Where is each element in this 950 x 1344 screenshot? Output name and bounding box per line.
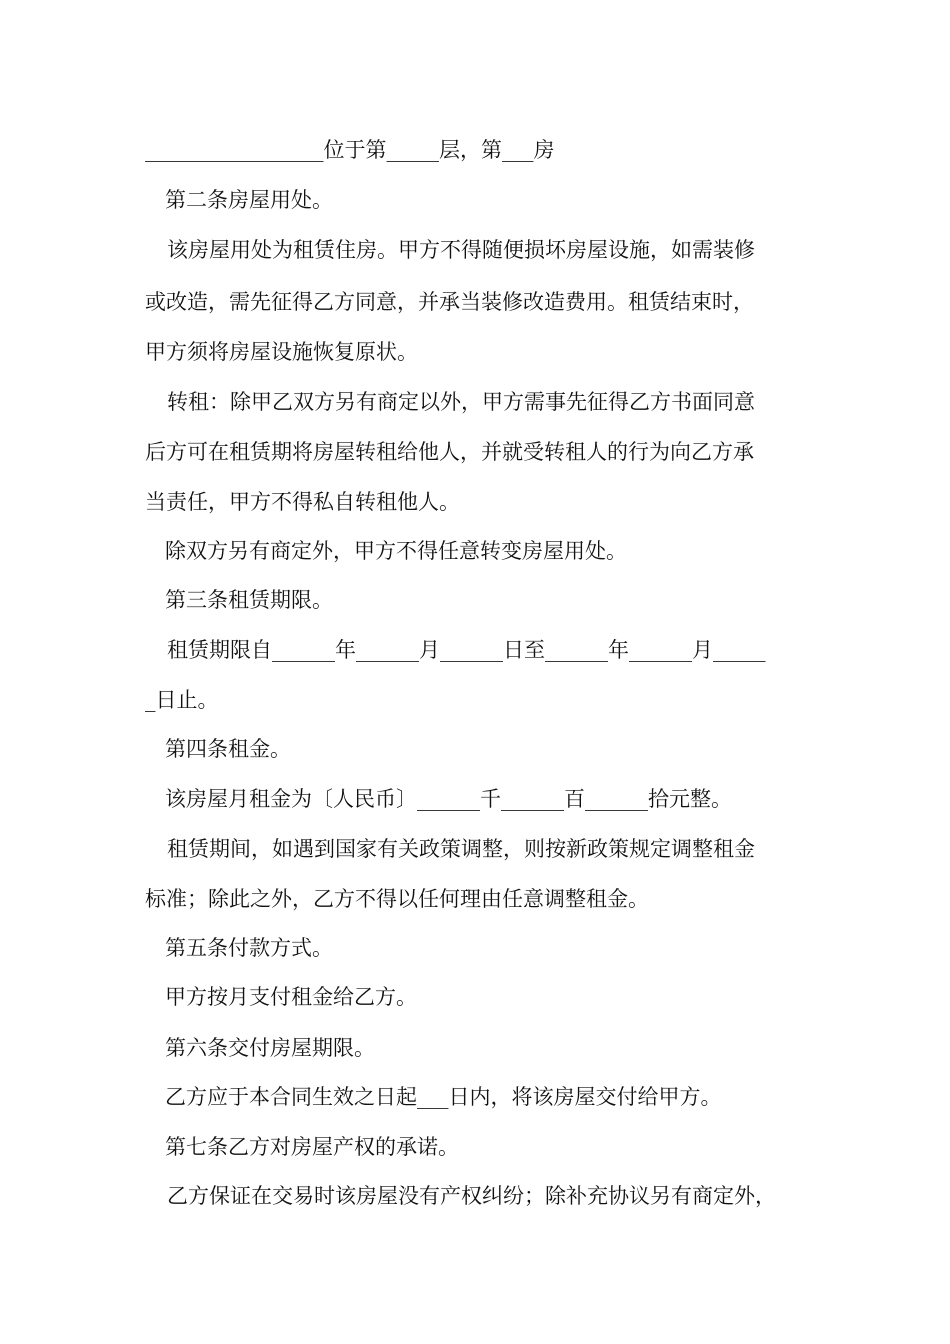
section-heading [0, 928, 950, 968]
section-heading [0, 180, 950, 220]
line-text: 第三条租赁期限。 [165, 588, 333, 612]
text-line [0, 977, 950, 1017]
line-text: _________________位于第_____层，第___房 [145, 138, 555, 162]
text-line [0, 879, 950, 919]
text-line [0, 130, 950, 170]
section-heading [0, 1028, 950, 1068]
line-text: 第四条租金。 [165, 737, 291, 761]
line-text: 乙方应于本合同生效之日起___日内，将该房屋交付给甲方。 [165, 1085, 722, 1109]
text-line [0, 230, 950, 270]
line-text: 当责任，甲方不得私自转租他人。 [145, 490, 460, 514]
section-heading [0, 729, 950, 769]
line-text: _日止。 [145, 688, 219, 712]
line-text: 标准；除此之外，乙方不得以任何理由任意调整租金。 [145, 887, 649, 911]
line-text: 后方可在租赁期将房屋转租给他人，并就受转租人的行为向乙方承 [145, 440, 754, 464]
line-text: 该房屋月租金为〔人民币〕______千______百______拾元整。 [165, 787, 732, 811]
text-line [0, 1077, 950, 1117]
line-text: 该房屋用处为租赁住房。甲方不得随便损坏房屋设施，如需装修 [167, 238, 755, 262]
line-text: 除双方另有商定外，甲方不得任意转变房屋用处。 [165, 539, 627, 563]
line-text: 租赁期间，如遇到国家有关政策调整，则按新政策规定调整租金 [167, 837, 755, 861]
text-line [0, 482, 950, 522]
line-text: 第六条交付房屋期限。 [165, 1036, 375, 1060]
section-heading [0, 1127, 950, 1167]
line-text: 甲方须将房屋设施恢复原状。 [145, 340, 418, 364]
line-text: 甲方按月支付租金给乙方。 [165, 985, 417, 1009]
line-text: 或改造，需先征得乙方同意，并承当装修改造费用。租赁结束时， [145, 290, 754, 314]
line-text: 第五条付款方式。 [165, 936, 333, 960]
text-line [0, 829, 950, 869]
line-text: 租赁期限自______年______月______日至______年______月_____ [167, 638, 766, 662]
line-text: 第二条房屋用处。 [165, 188, 333, 212]
text-line [0, 432, 950, 472]
line-text: 乙方保证在交易时该房屋没有产权纠纷；除补充协议另有商定外， [167, 1184, 776, 1208]
text-line [0, 531, 950, 571]
text-line [0, 282, 950, 322]
text-line [0, 1176, 950, 1216]
text-line [0, 680, 950, 720]
line-text: 转租：除甲乙双方另有商定以外，甲方需事先征得乙方书面同意 [167, 390, 755, 414]
text-line [0, 779, 950, 819]
section-heading [0, 580, 950, 620]
text-line [0, 630, 950, 670]
line-text: 第七条乙方对房屋产权的承诺。 [165, 1135, 459, 1159]
text-line [0, 332, 950, 372]
text-line [0, 382, 950, 422]
